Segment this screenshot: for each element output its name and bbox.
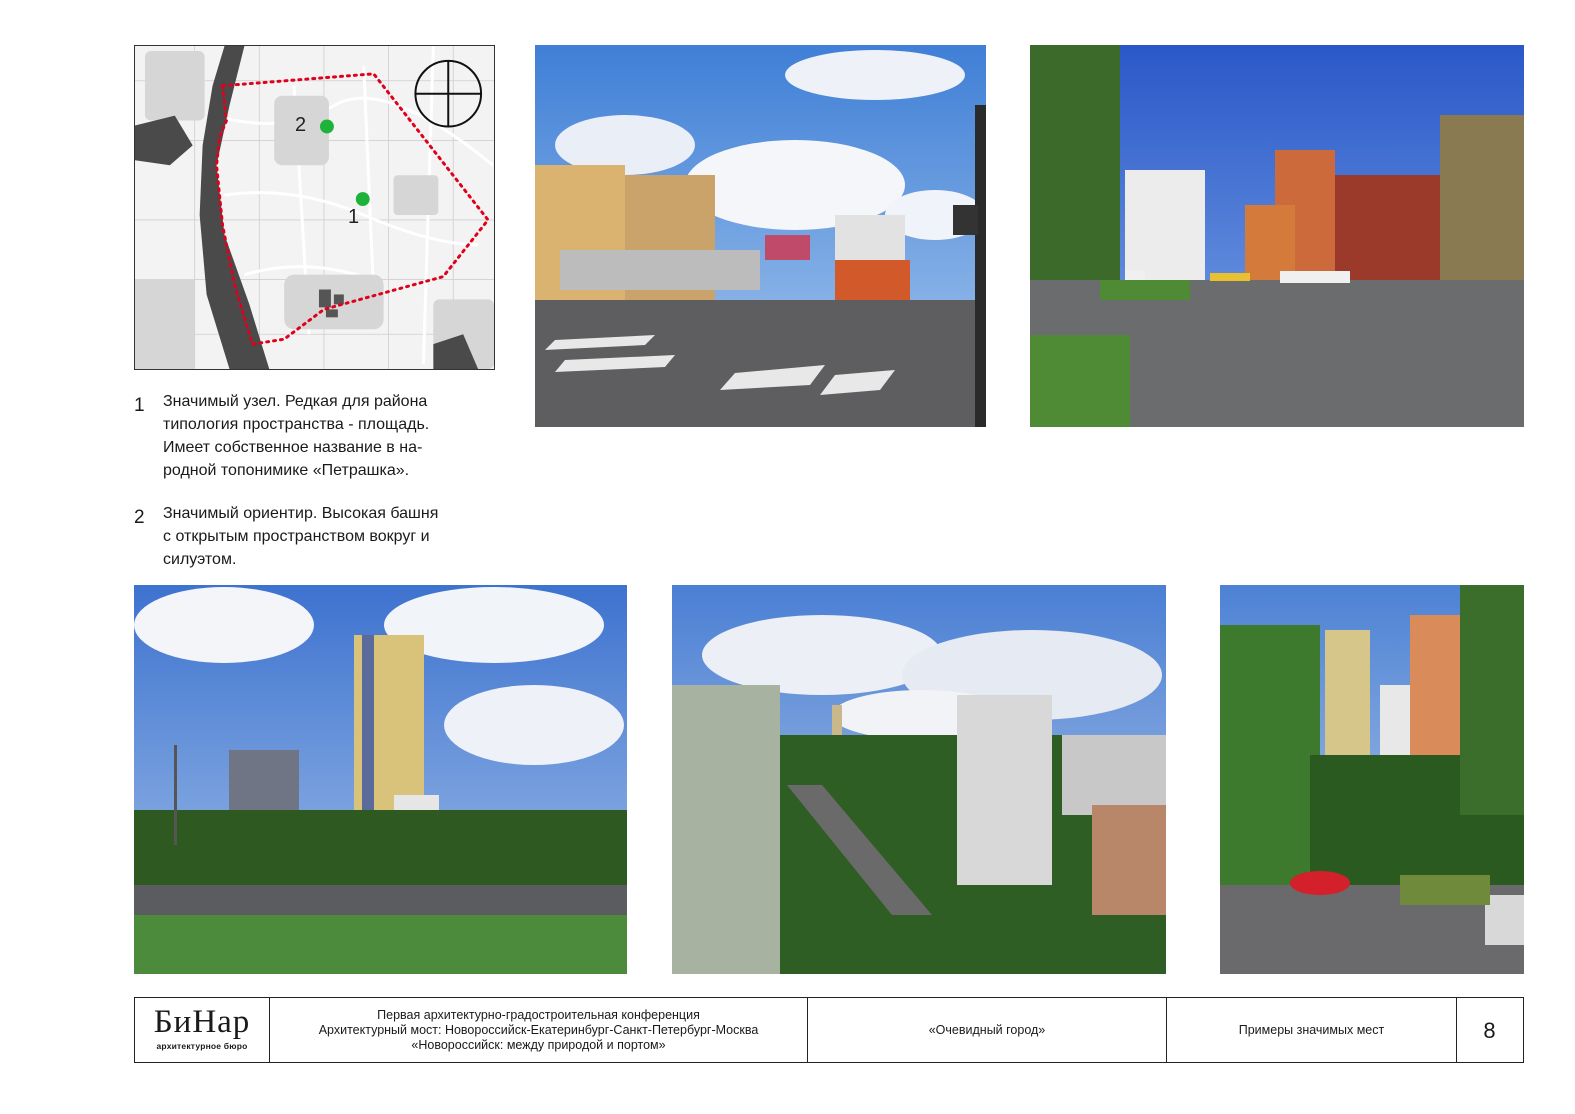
- project-title: «Очевидный город»: [928, 1022, 1046, 1037]
- section-title: Примеры значимых мест: [1238, 1022, 1385, 1037]
- photo-intersection: [535, 45, 986, 427]
- logo-subtitle: архитектурное бюро: [156, 1041, 248, 1051]
- conference-line: Первая архитектурно-градостроительная конференция: [377, 1007, 700, 1022]
- note-2: [134, 502, 504, 571]
- location-map: [134, 45, 495, 370]
- conference-cell: [270, 998, 808, 1062]
- photo-panorama: [672, 585, 1166, 974]
- note-line: Значимый узел. Редкая для района: [163, 393, 428, 410]
- note-line: Имеет собственное название в на-: [163, 439, 423, 456]
- section-cell: [1167, 998, 1457, 1062]
- marker-label-1: 1: [348, 206, 360, 228]
- note-number: 1: [134, 395, 145, 416]
- note-line: с открытым пространством вокруг и: [163, 528, 430, 545]
- note-1: [134, 390, 504, 482]
- compass-quadrant-icon: [415, 61, 481, 127]
- page-number-cell: [1457, 998, 1522, 1062]
- logo-cell: [135, 998, 270, 1062]
- page-number: 8: [1483, 1017, 1496, 1043]
- note-line: типология пространства - площадь.: [163, 416, 430, 433]
- project-cell: [808, 998, 1167, 1062]
- marker-label-2: 2: [295, 114, 307, 136]
- footer-title-block: [134, 997, 1524, 1063]
- photo-courtyard: [1220, 585, 1524, 974]
- note-line: Значимый ориентир. Высокая башня: [163, 505, 439, 522]
- photo-tower: [134, 585, 627, 974]
- logo-wordmark: БиНар: [153, 1004, 251, 1040]
- photo-plaza: [1030, 45, 1524, 427]
- conference-line: Архитектурный мост: Новороссийск-Екатеринбург-Санкт-Петербург-Москва: [318, 1022, 759, 1037]
- conference-line: «Новороссийск: между природой и портом»: [411, 1037, 666, 1052]
- note-line: силуэтом.: [163, 551, 237, 568]
- note-number: 2: [134, 507, 145, 528]
- map-drawing: [135, 46, 494, 369]
- note-line: родной топонимике «Петрашка».: [163, 462, 410, 479]
